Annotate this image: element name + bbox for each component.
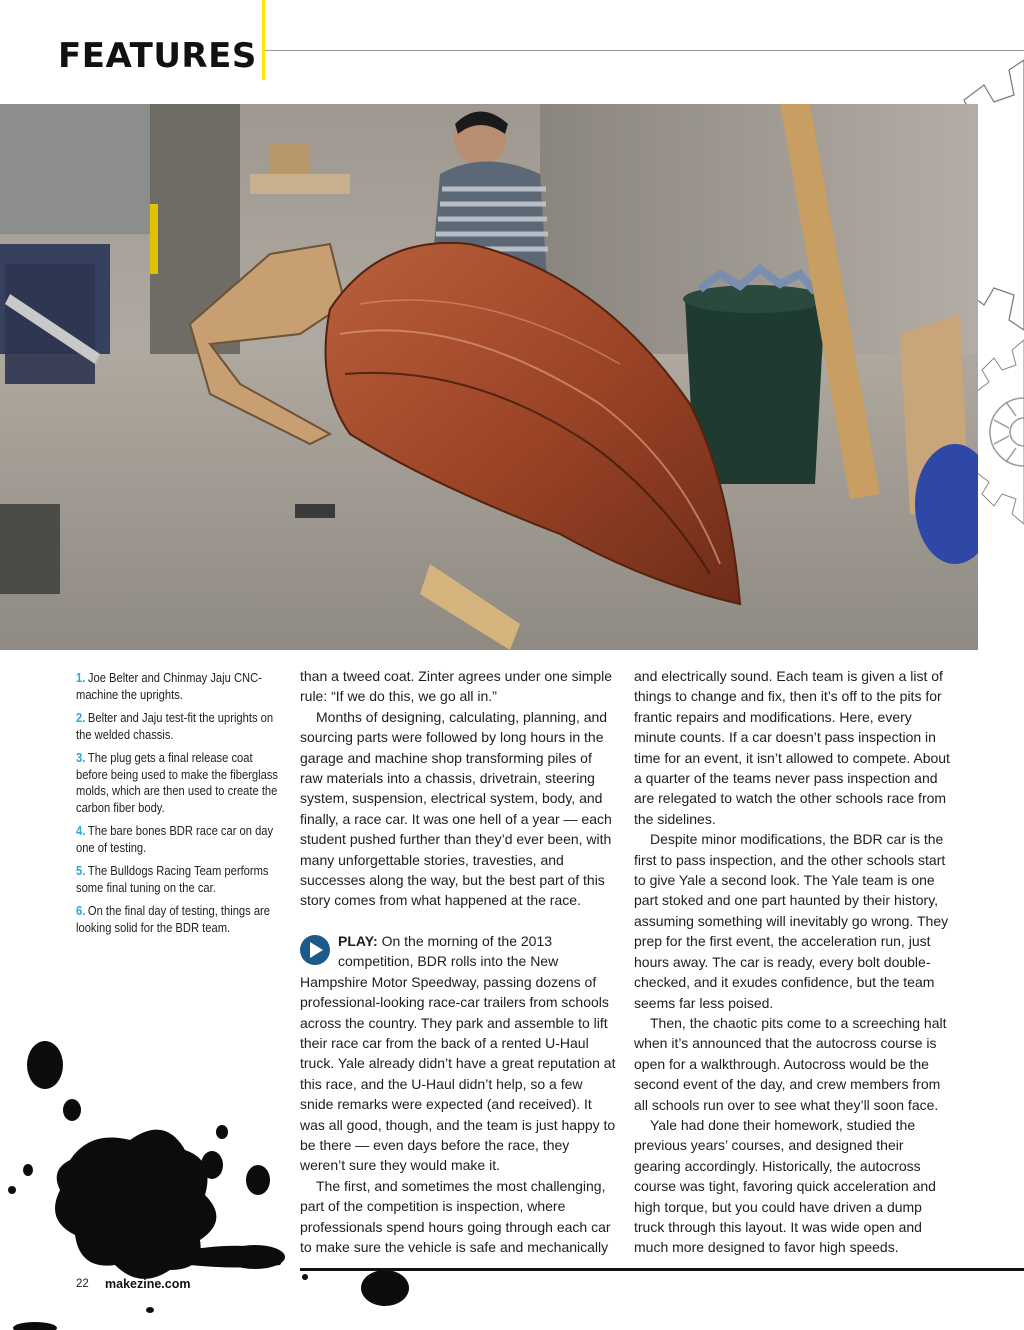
- paragraph: Yale had done their homework, studied the previous years’ courses, and designed their gearing accordingly. Historically, the autocross course was tight, favoring quick acceleration and high torque, but you could have driven a dump truck through this layout. It was wide open and much more designed to favor high speeds.: [634, 1116, 936, 1256]
- play-label: PLAY:: [338, 932, 378, 949]
- caption-text: The bare bones BDR race car on day one of testing.: [76, 823, 274, 855]
- page-number: 22: [76, 1278, 89, 1290]
- caption-text: On the final day of testing, things are looking solid for the BDR team.: [76, 903, 271, 935]
- footer-rule: [300, 1268, 1024, 1271]
- caption-number: 2.: [76, 710, 86, 725]
- ink-splatter: [0, 1020, 420, 1330]
- caption-item: [76, 670, 282, 703]
- paragraph: The first, and sometimes the most challenging, part of the competition is inspection, where professionals spend hours going through each car to make sure the vehicle is safe and mechanically: [300, 1177, 611, 1255]
- caption-item: [76, 710, 282, 743]
- caption-item: [76, 903, 282, 936]
- caption-number: 1.: [76, 670, 86, 685]
- workshop-illustration: [0, 104, 978, 650]
- hero-photo: [0, 104, 978, 650]
- paragraph: Months of designing, calculating, planning, and sourcing parts were followed by long hours in the garage and machine shop transforming piles of raw materials into a chassis, drivetrain, steering system, suspension, electrical system, body, and finally, a race car. It was one hell of a year — each student pushed further than they’d ever been, with many unforgettable stories, travesties, and successes along the way, but the best part of this story comes from what happened at the race.: [300, 708, 612, 909]
- caption-number: 3.: [76, 750, 86, 765]
- caption-list: [76, 670, 286, 943]
- paragraph-text: On the morning of the 2013 competition, BDR rolls into the New Hampshire Motor Speedway, passing dozens of professional-looking race-car trailers from schools across the country. They park and assemble to lift their race car from the back of a rented U-Haul truck. Yale already didn’t have a great reputation at this race, and the U-Haul didn’t help, so a few snide remarks were expected (and received). It was all good, though, and the team is just happy to be there — even days before the race, they weren’t sure they would make it.: [300, 932, 616, 1174]
- caption-text: The plug gets a final release coat before being used to make the fiberglass molds, which are then used to create the carbon fiber body.: [76, 750, 278, 815]
- caption-item: [76, 863, 282, 896]
- paragraph-gap: [300, 911, 616, 931]
- caption-text: Belter and Jaju test-fit the uprights on the welded chassis.: [76, 710, 274, 742]
- article-column-right: [634, 666, 952, 1258]
- paragraph: and electrically sound. Each team is given a list of things to change and fix, then it’s off to the pits for frantic repairs and modifications. Here, every minute counts. If a car doesn’t pass inspection in time for an event, it isn’t allowed to compete. About a quarter of the teams never pass inspection and are relegated to watch the other schools race from the sidelines.: [634, 668, 950, 827]
- caption-item: [76, 823, 282, 856]
- caption-number: 5.: [76, 863, 86, 878]
- paragraph: Then, the chaotic pits come to a screeching halt when it’s announced that the autocross course is open for a walkthrough. Autocross would be the second event of the day, and crew members from all schools run over to see what they’ll soon face.: [634, 1014, 947, 1113]
- paragraph: Despite minor modifications, the BDR car is the first to pass inspection, and the other schools start to give Yale a second look. The Yale team is one part stoked and one part haunted by their history, assuming something will inevitably go wrong. They prep for the first event, the acceleration run, just hours away. The car is ready, every bolt double-checked, and it exudes confidence, but the team seems far less poised.: [634, 831, 949, 1011]
- header-rule: [265, 50, 1024, 51]
- caption-number: 4.: [76, 823, 86, 838]
- caption-text: Joe Belter and Chinmay Jaju CNC-machine the uprights.: [76, 670, 262, 702]
- site-url: makezine.com: [105, 1277, 191, 1291]
- paragraph: than a tweed coat. Zinter agrees under one simple rule: “If we do this, we go all in.”: [300, 668, 613, 705]
- section-title: FEATURES: [58, 36, 257, 76]
- header-accent-bar: [262, 0, 265, 80]
- caption-number: 6.: [76, 903, 86, 918]
- caption-text: The Bulldogs Racing Team performs some final tuning on the car.: [76, 863, 269, 895]
- play-icon: [300, 935, 330, 965]
- caption-item: [76, 750, 282, 816]
